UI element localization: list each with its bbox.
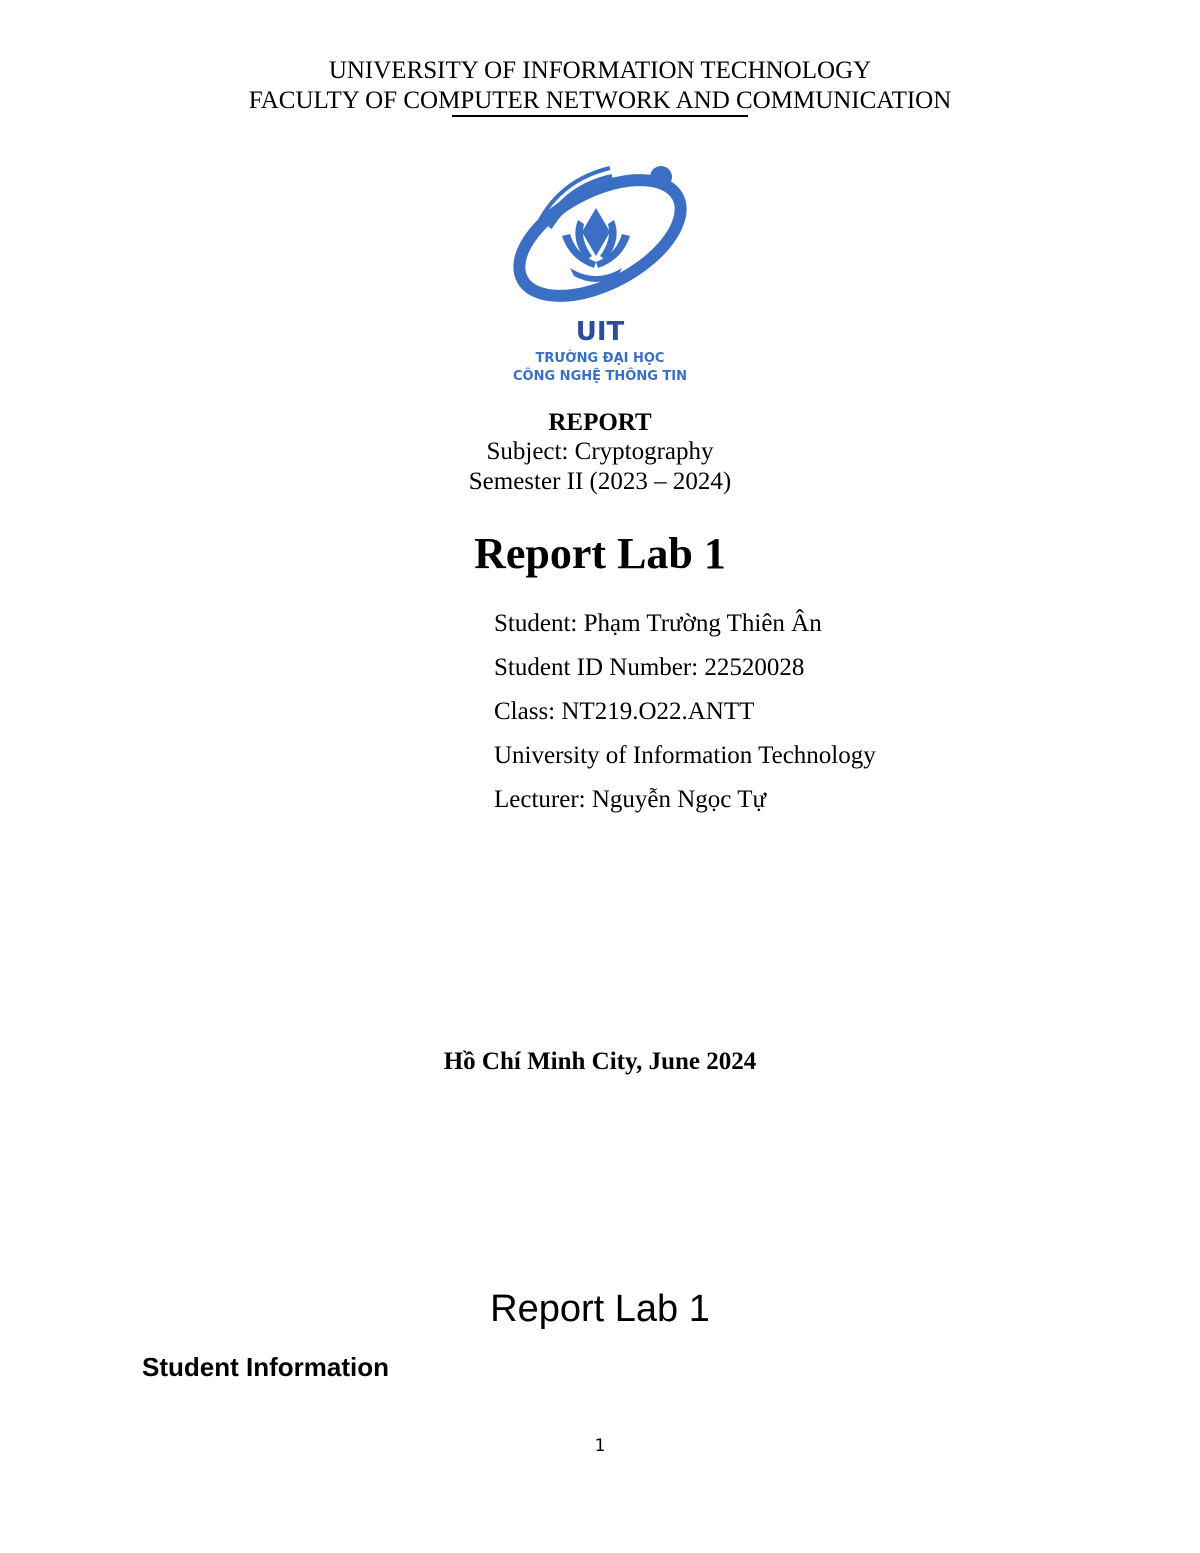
class-code: Class: NT219.O22.ANTT — [494, 698, 755, 725]
report-label: REPORT — [548, 409, 652, 436]
section-heading: Student Information — [142, 1352, 389, 1382]
cover-title: Report Lab 1 — [474, 529, 726, 578]
uit-logo-graphic — [500, 160, 700, 390]
student-name: Student: Phạm Trường Thiên Ân — [494, 610, 822, 637]
subject-line: Subject: Cryptography — [486, 438, 714, 465]
logo-line-1: TRƯỜNG ĐẠI HỌC — [535, 351, 665, 366]
uit-logo — [500, 160, 700, 390]
lecturer-name: Lecturer: Nguyễn Ngọc Tự — [494, 786, 767, 813]
header-divider — [452, 115, 748, 117]
logo-abbreviation: UIT — [575, 317, 625, 347]
university-line: University of Information Technology — [494, 742, 876, 769]
logo-line-2: CÔNG NGHỆ THÔNG TIN — [513, 369, 687, 384]
student-id: Student ID Number: 22520028 — [494, 654, 805, 681]
university-name: UNIVERSITY OF INFORMATION TECHNOLOGY — [328, 57, 872, 84]
document-title: Report Lab 1 — [490, 1288, 710, 1330]
faculty-name: FACULTY OF COMPUTER NETWORK AND COMMUNICATION — [248, 87, 952, 114]
semester-line: Semester II (2023 – 2024) — [468, 468, 732, 495]
page-number: 1 — [594, 1436, 606, 1456]
city-date: Hồ Chí Minh City, June 2024 — [443, 1048, 757, 1075]
